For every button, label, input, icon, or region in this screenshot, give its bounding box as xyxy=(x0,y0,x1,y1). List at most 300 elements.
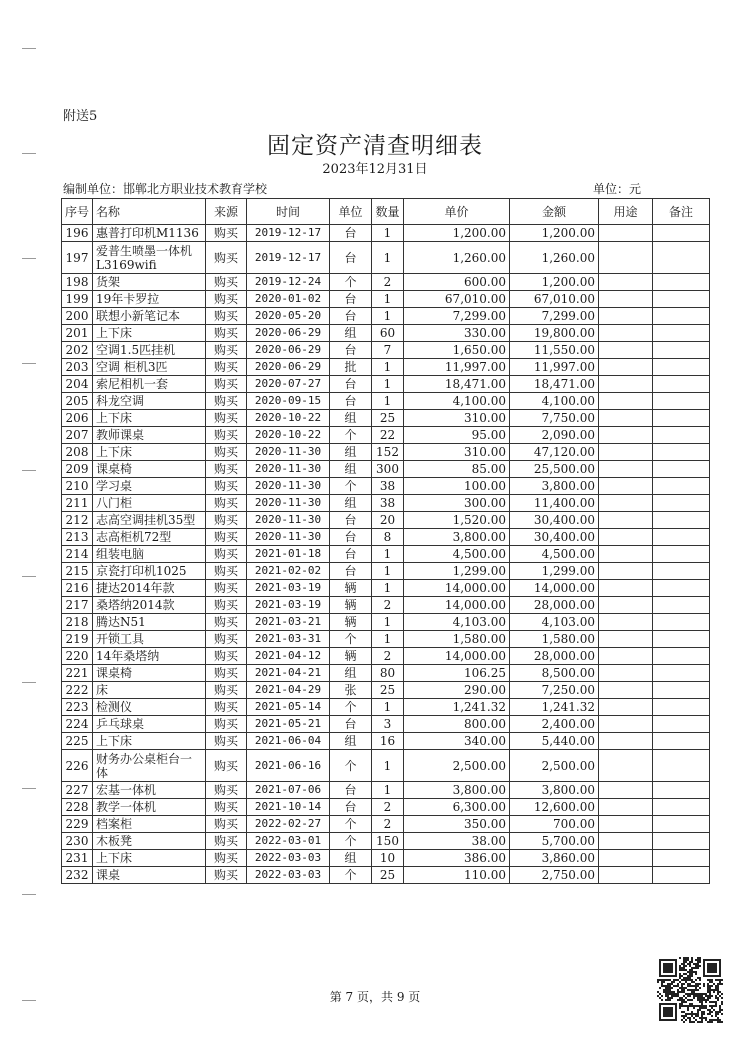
cell-no: 200 xyxy=(62,308,93,325)
cell-price: 600.00 xyxy=(404,274,510,291)
cell-amount: 2,400.00 xyxy=(510,716,599,733)
cell-unit: 组 xyxy=(330,461,372,478)
cell-amount: 19,800.00 xyxy=(510,325,599,342)
page-title: 固定资产清查明细表 xyxy=(267,133,483,159)
margin-mark xyxy=(22,576,36,577)
cell-qty: 1 xyxy=(372,563,404,580)
cell-date: 2021-03-31 xyxy=(247,631,330,648)
cell-amount: 2,500.00 xyxy=(510,750,599,782)
cell-date: 2021-03-21 xyxy=(247,614,330,631)
cell-price: 1,241.32 xyxy=(404,699,510,716)
table-row xyxy=(62,750,710,782)
cell-amount: 4,100.00 xyxy=(510,393,599,410)
column-header-price: 单价 xyxy=(404,199,510,225)
cell-qty: 25 xyxy=(372,867,404,884)
table-row xyxy=(62,850,710,867)
cell-price: 67,010.00 xyxy=(404,291,510,308)
cell-qty: 22 xyxy=(372,427,404,444)
cell-amount: 2,090.00 xyxy=(510,427,599,444)
cell-note xyxy=(653,427,710,444)
cell-source: 购买 xyxy=(206,359,247,376)
cell-note xyxy=(653,376,710,393)
cell-unit: 个 xyxy=(330,750,372,782)
cell-qty: 152 xyxy=(372,444,404,461)
cell-use xyxy=(599,597,653,614)
cell-date: 2019-12-24 xyxy=(247,274,330,291)
cell-source: 购买 xyxy=(206,833,247,850)
cell-source: 购买 xyxy=(206,750,247,782)
cell-unit: 张 xyxy=(330,682,372,699)
cell-use xyxy=(599,750,653,782)
cell-note xyxy=(653,410,710,427)
cell-use xyxy=(599,682,653,699)
cell-date: 2022-02-27 xyxy=(247,816,330,833)
table-row xyxy=(62,716,710,733)
cell-use xyxy=(599,648,653,665)
cell-qty: 1 xyxy=(372,308,404,325)
cell-source: 购买 xyxy=(206,665,247,682)
cell-price: 1,299.00 xyxy=(404,563,510,580)
cell-qty: 38 xyxy=(372,478,404,495)
cell-source: 购买 xyxy=(206,648,247,665)
cell-name: 爱普生喷墨一体机L3169wifi xyxy=(93,242,206,274)
cell-no: 208 xyxy=(62,444,93,461)
cell-use xyxy=(599,242,653,274)
cell-name: 惠普打印机M1136 xyxy=(93,225,206,242)
margin-mark xyxy=(22,788,36,789)
table-row xyxy=(62,444,710,461)
cell-qty: 7 xyxy=(372,342,404,359)
cell-source: 购买 xyxy=(206,291,247,308)
asset-table xyxy=(61,198,710,884)
cell-no: 230 xyxy=(62,833,93,850)
cell-note xyxy=(653,648,710,665)
cell-no: 231 xyxy=(62,850,93,867)
cell-note xyxy=(653,274,710,291)
margin-mark xyxy=(22,894,36,895)
cell-unit: 个 xyxy=(330,867,372,884)
cell-use xyxy=(599,461,653,478)
cell-source: 购买 xyxy=(206,850,247,867)
cell-use xyxy=(599,580,653,597)
cell-note xyxy=(653,495,710,512)
cell-use xyxy=(599,546,653,563)
cell-qty: 300 xyxy=(372,461,404,478)
cell-no: 225 xyxy=(62,733,93,750)
cell-source: 购买 xyxy=(206,478,247,495)
cell-note xyxy=(653,461,710,478)
cell-price: 1,200.00 xyxy=(404,225,510,242)
cell-no: 221 xyxy=(62,665,93,682)
cell-use xyxy=(599,631,653,648)
cell-name: 学习桌 xyxy=(93,478,206,495)
cell-no: 232 xyxy=(62,867,93,884)
cell-date: 2020-10-22 xyxy=(247,410,330,427)
table-row xyxy=(62,512,710,529)
cell-name: 货架 xyxy=(93,274,206,291)
cell-source: 购买 xyxy=(206,631,247,648)
cell-price: 1,650.00 xyxy=(404,342,510,359)
cell-amount: 5,440.00 xyxy=(510,733,599,750)
column-header-name: 名称 xyxy=(93,199,206,225)
table-row xyxy=(62,410,710,427)
cell-price: 106.25 xyxy=(404,665,510,682)
cell-unit: 辆 xyxy=(330,580,372,597)
cell-note xyxy=(653,682,710,699)
cell-date: 2021-06-04 xyxy=(247,733,330,750)
table-row xyxy=(62,308,710,325)
cell-note xyxy=(653,325,710,342)
attachment-label: 附送5 xyxy=(63,109,98,124)
cell-source: 购买 xyxy=(206,546,247,563)
cell-date: 2021-04-21 xyxy=(247,665,330,682)
table-row xyxy=(62,529,710,546)
cell-name: 教师课桌 xyxy=(93,427,206,444)
cell-price: 1,580.00 xyxy=(404,631,510,648)
cell-price: 1,260.00 xyxy=(404,242,510,274)
cell-amount: 1,299.00 xyxy=(510,563,599,580)
cell-qty: 1 xyxy=(372,750,404,782)
cell-note xyxy=(653,546,710,563)
cell-note xyxy=(653,750,710,782)
cell-no: 211 xyxy=(62,495,93,512)
cell-name: 开锁工具 xyxy=(93,631,206,648)
cell-qty: 1 xyxy=(372,546,404,563)
cell-unit: 组 xyxy=(330,495,372,512)
cell-source: 购买 xyxy=(206,242,247,274)
table-row xyxy=(62,648,710,665)
cell-qty: 3 xyxy=(372,716,404,733)
cell-note xyxy=(653,563,710,580)
cell-note xyxy=(653,733,710,750)
table-row xyxy=(62,816,710,833)
cell-price: 290.00 xyxy=(404,682,510,699)
cell-source: 购买 xyxy=(206,225,247,242)
table-row xyxy=(62,867,710,884)
cell-no: 227 xyxy=(62,782,93,799)
table-row xyxy=(62,461,710,478)
cell-qty: 60 xyxy=(372,325,404,342)
cell-source: 购买 xyxy=(206,427,247,444)
cell-qty: 2 xyxy=(372,274,404,291)
cell-unit: 组 xyxy=(330,444,372,461)
cell-name: 索尼相机一套 xyxy=(93,376,206,393)
cell-use xyxy=(599,867,653,884)
column-header-date: 时间 xyxy=(247,199,330,225)
cell-no: 198 xyxy=(62,274,93,291)
cell-date: 2021-03-19 xyxy=(247,580,330,597)
cell-name: 捷达2014年款 xyxy=(93,580,206,597)
cell-date: 2020-11-30 xyxy=(247,512,330,529)
cell-unit: 台 xyxy=(330,512,372,529)
cell-no: 222 xyxy=(62,682,93,699)
margin-mark xyxy=(22,48,36,49)
cell-unit: 台 xyxy=(330,529,372,546)
cell-name: 组装电脑 xyxy=(93,546,206,563)
cell-price: 14,000.00 xyxy=(404,648,510,665)
cell-name: 腾达N51 xyxy=(93,614,206,631)
margin-mark xyxy=(22,682,36,683)
margin-mark xyxy=(22,258,36,259)
cell-use xyxy=(599,376,653,393)
cell-no: 196 xyxy=(62,225,93,242)
table-row xyxy=(62,665,710,682)
cell-source: 购买 xyxy=(206,342,247,359)
cell-use xyxy=(599,444,653,461)
cell-use xyxy=(599,342,653,359)
cell-amount: 28,000.00 xyxy=(510,648,599,665)
cell-no: 223 xyxy=(62,699,93,716)
cell-note xyxy=(653,225,710,242)
cell-no: 224 xyxy=(62,716,93,733)
cell-no: 212 xyxy=(62,512,93,529)
cell-qty: 1 xyxy=(372,376,404,393)
page-number: 第 7 页，共 9 页 xyxy=(329,990,421,1004)
cell-note xyxy=(653,478,710,495)
table-body xyxy=(62,225,710,884)
cell-price: 4,103.00 xyxy=(404,614,510,631)
cell-unit: 台 xyxy=(330,563,372,580)
cell-qty: 1 xyxy=(372,242,404,274)
cell-price: 100.00 xyxy=(404,478,510,495)
cell-qty: 25 xyxy=(372,410,404,427)
cell-date: 2020-06-29 xyxy=(247,342,330,359)
cell-note xyxy=(653,716,710,733)
cell-no: 209 xyxy=(62,461,93,478)
table-row xyxy=(62,342,710,359)
cell-source: 购买 xyxy=(206,376,247,393)
cell-note xyxy=(653,308,710,325)
cell-qty: 25 xyxy=(372,682,404,699)
cell-qty: 1 xyxy=(372,782,404,799)
cell-amount: 1,580.00 xyxy=(510,631,599,648)
cell-no: 229 xyxy=(62,816,93,833)
report-date: 2023年12月31日 xyxy=(322,162,428,177)
column-header-amount: 金额 xyxy=(510,199,599,225)
cell-unit: 台 xyxy=(330,782,372,799)
cell-name: 课桌 xyxy=(93,867,206,884)
cell-amount: 7,250.00 xyxy=(510,682,599,699)
cell-price: 310.00 xyxy=(404,444,510,461)
cell-qty: 1 xyxy=(372,580,404,597)
cell-amount: 1,241.32 xyxy=(510,699,599,716)
cell-amount: 67,010.00 xyxy=(510,291,599,308)
table-row xyxy=(62,242,710,274)
cell-source: 购买 xyxy=(206,614,247,631)
cell-unit: 个 xyxy=(330,833,372,850)
cell-source: 购买 xyxy=(206,816,247,833)
cell-source: 购买 xyxy=(206,512,247,529)
cell-date: 2021-10-14 xyxy=(247,799,330,816)
cell-source: 购买 xyxy=(206,682,247,699)
cell-use xyxy=(599,512,653,529)
cell-name: 志高空调挂机35型 xyxy=(93,512,206,529)
cell-use xyxy=(599,325,653,342)
cell-unit: 批 xyxy=(330,359,372,376)
cell-amount: 11,997.00 xyxy=(510,359,599,376)
cell-price: 110.00 xyxy=(404,867,510,884)
cell-name: 木板凳 xyxy=(93,833,206,850)
table-row xyxy=(62,291,710,308)
cell-amount: 14,000.00 xyxy=(510,580,599,597)
cell-unit: 台 xyxy=(330,546,372,563)
cell-price: 2,500.00 xyxy=(404,750,510,782)
cell-unit: 组 xyxy=(330,850,372,867)
cell-name: 课桌椅 xyxy=(93,665,206,682)
cell-use xyxy=(599,799,653,816)
cell-no: 219 xyxy=(62,631,93,648)
cell-use xyxy=(599,427,653,444)
cell-source: 购买 xyxy=(206,393,247,410)
cell-price: 3,800.00 xyxy=(404,529,510,546)
cell-amount: 1,200.00 xyxy=(510,274,599,291)
table-row xyxy=(62,563,710,580)
cell-amount: 30,400.00 xyxy=(510,529,599,546)
cell-amount: 30,400.00 xyxy=(510,512,599,529)
table-row xyxy=(62,376,710,393)
cell-use xyxy=(599,614,653,631)
table-row xyxy=(62,580,710,597)
table-row xyxy=(62,359,710,376)
cell-name: 上下床 xyxy=(93,410,206,427)
cell-unit: 个 xyxy=(330,699,372,716)
cell-unit: 个 xyxy=(330,816,372,833)
cell-amount: 4,103.00 xyxy=(510,614,599,631)
cell-amount: 12,600.00 xyxy=(510,799,599,816)
cell-date: 2019-12-17 xyxy=(247,242,330,274)
cell-name: 19年卡罗拉 xyxy=(93,291,206,308)
cell-qty: 20 xyxy=(372,512,404,529)
cell-amount: 7,299.00 xyxy=(510,308,599,325)
cell-amount: 5,700.00 xyxy=(510,833,599,850)
table-row xyxy=(62,733,710,750)
cell-note xyxy=(653,799,710,816)
cell-note xyxy=(653,699,710,716)
cell-unit: 台 xyxy=(330,291,372,308)
cell-name: 宏基一体机 xyxy=(93,782,206,799)
cell-unit: 台 xyxy=(330,376,372,393)
cell-date: 2020-11-30 xyxy=(247,529,330,546)
cell-use xyxy=(599,833,653,850)
cell-source: 购买 xyxy=(206,410,247,427)
cell-qty: 10 xyxy=(372,850,404,867)
cell-name: 桑塔纳2014款 xyxy=(93,597,206,614)
table-row xyxy=(62,614,710,631)
cell-price: 330.00 xyxy=(404,325,510,342)
cell-note xyxy=(653,359,710,376)
cell-unit: 台 xyxy=(330,242,372,274)
cell-price: 386.00 xyxy=(404,850,510,867)
cell-price: 95.00 xyxy=(404,427,510,444)
cell-qty: 1 xyxy=(372,225,404,242)
cell-note xyxy=(653,867,710,884)
cell-amount: 25,500.00 xyxy=(510,461,599,478)
cell-date: 2022-03-03 xyxy=(247,867,330,884)
cell-unit: 组 xyxy=(330,733,372,750)
cell-use xyxy=(599,716,653,733)
cell-use xyxy=(599,410,653,427)
column-header-unit: 单位 xyxy=(330,199,372,225)
cell-source: 购买 xyxy=(206,716,247,733)
cell-no: 201 xyxy=(62,325,93,342)
cell-name: 14年桑塔纳 xyxy=(93,648,206,665)
cell-qty: 8 xyxy=(372,529,404,546)
cell-name: 上下床 xyxy=(93,444,206,461)
cell-unit: 个 xyxy=(330,274,372,291)
table-header-row xyxy=(62,199,710,225)
cell-note xyxy=(653,665,710,682)
column-header-qty: 数量 xyxy=(372,199,404,225)
cell-date: 2020-07-27 xyxy=(247,376,330,393)
cell-no: 220 xyxy=(62,648,93,665)
cell-note xyxy=(653,597,710,614)
cell-price: 38.00 xyxy=(404,833,510,850)
cell-name: 床 xyxy=(93,682,206,699)
cell-price: 340.00 xyxy=(404,733,510,750)
table-row xyxy=(62,546,710,563)
cell-price: 4,500.00 xyxy=(404,546,510,563)
cell-note xyxy=(653,393,710,410)
table-row xyxy=(62,495,710,512)
cell-qty: 38 xyxy=(372,495,404,512)
cell-amount: 11,550.00 xyxy=(510,342,599,359)
cell-price: 11,997.00 xyxy=(404,359,510,376)
compiling-unit: 编制单位：邯郸北方职业技术教育学校 xyxy=(63,182,268,196)
cell-date: 2021-06-16 xyxy=(247,750,330,782)
cell-price: 800.00 xyxy=(404,716,510,733)
cell-use xyxy=(599,478,653,495)
cell-price: 4,100.00 xyxy=(404,393,510,410)
cell-no: 199 xyxy=(62,291,93,308)
table-row xyxy=(62,682,710,699)
cell-name: 志高柜机72型 xyxy=(93,529,206,546)
cell-date: 2020-11-30 xyxy=(247,444,330,461)
cell-source: 购买 xyxy=(206,699,247,716)
cell-unit: 台 xyxy=(330,716,372,733)
cell-amount: 1,260.00 xyxy=(510,242,599,274)
cell-source: 购买 xyxy=(206,461,247,478)
cell-use xyxy=(599,816,653,833)
cell-unit: 台 xyxy=(330,225,372,242)
cell-unit: 台 xyxy=(330,799,372,816)
cell-unit: 辆 xyxy=(330,597,372,614)
cell-note xyxy=(653,580,710,597)
cell-price: 7,299.00 xyxy=(404,308,510,325)
cell-price: 300.00 xyxy=(404,495,510,512)
cell-date: 2020-01-02 xyxy=(247,291,330,308)
cell-date: 2021-04-12 xyxy=(247,648,330,665)
cell-source: 购买 xyxy=(206,733,247,750)
cell-price: 18,471.00 xyxy=(404,376,510,393)
cell-name: 上下床 xyxy=(93,850,206,867)
cell-unit: 个 xyxy=(330,478,372,495)
cell-date: 2020-05-20 xyxy=(247,308,330,325)
cell-qty: 1 xyxy=(372,393,404,410)
cell-date: 2020-11-30 xyxy=(247,478,330,495)
cell-qty: 1 xyxy=(372,291,404,308)
cell-no: 207 xyxy=(62,427,93,444)
cell-use xyxy=(599,529,653,546)
cell-no: 213 xyxy=(62,529,93,546)
cell-use xyxy=(599,850,653,867)
cell-date: 2021-05-21 xyxy=(247,716,330,733)
cell-name: 空调1.5匹挂机 xyxy=(93,342,206,359)
cell-use xyxy=(599,782,653,799)
cell-unit: 辆 xyxy=(330,614,372,631)
cell-source: 购买 xyxy=(206,799,247,816)
cell-unit: 个 xyxy=(330,631,372,648)
cell-date: 2022-03-03 xyxy=(247,850,330,867)
